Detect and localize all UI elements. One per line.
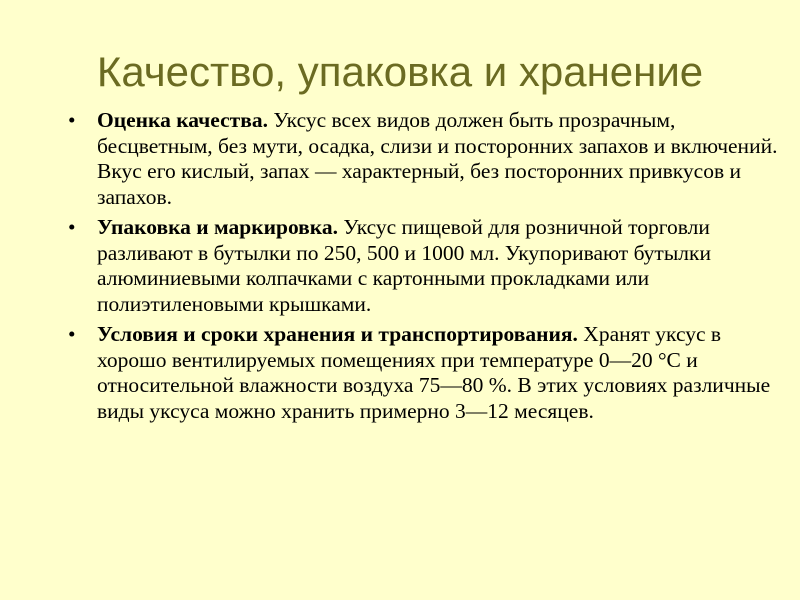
slide-title: Качество, упаковка и хранение [96, 48, 704, 95]
bullet-icon: • [68, 215, 76, 239]
bullet-list [68, 108, 780, 429]
bullet-heading: Упаковка и маркировка. [97, 215, 338, 239]
bullet-text: Уксус пищевой для розничной торговли разливают в бутылки по 250, 500 и 1000 мл. Укупоривают бутылки алюминиевыми колпачками с картонными прокладками или полиэтиленовыми крышками. [97, 215, 711, 316]
bullet-text: Уксус всех видов должен быть прозрачным, бесцветным, без мути, осадка, слизи и посторонних запахов и включений. Вкус его кислый, запах — характерный, без посторонних привкусов и запахов. [97, 108, 778, 209]
bullet-packaging-labeling [68, 215, 780, 317]
bullet-quality-assessment [68, 108, 780, 210]
bullet-icon: • [68, 108, 76, 132]
bullet-storage-conditions [68, 322, 780, 424]
bullet-heading: Оценка качества. [97, 108, 268, 132]
bullet-text: Хранят уксус в хорошо вентилируемых помещениях при температуре 0—20 °С и относительной влажности воздуха 75—80 %. В этих условиях различные виды уксуса можно хранить примерно 3—12 месяцев. [97, 322, 771, 423]
bullet-icon: • [68, 322, 76, 346]
bullet-heading: Условия и сроки хранения и транспортирования. [97, 322, 578, 346]
